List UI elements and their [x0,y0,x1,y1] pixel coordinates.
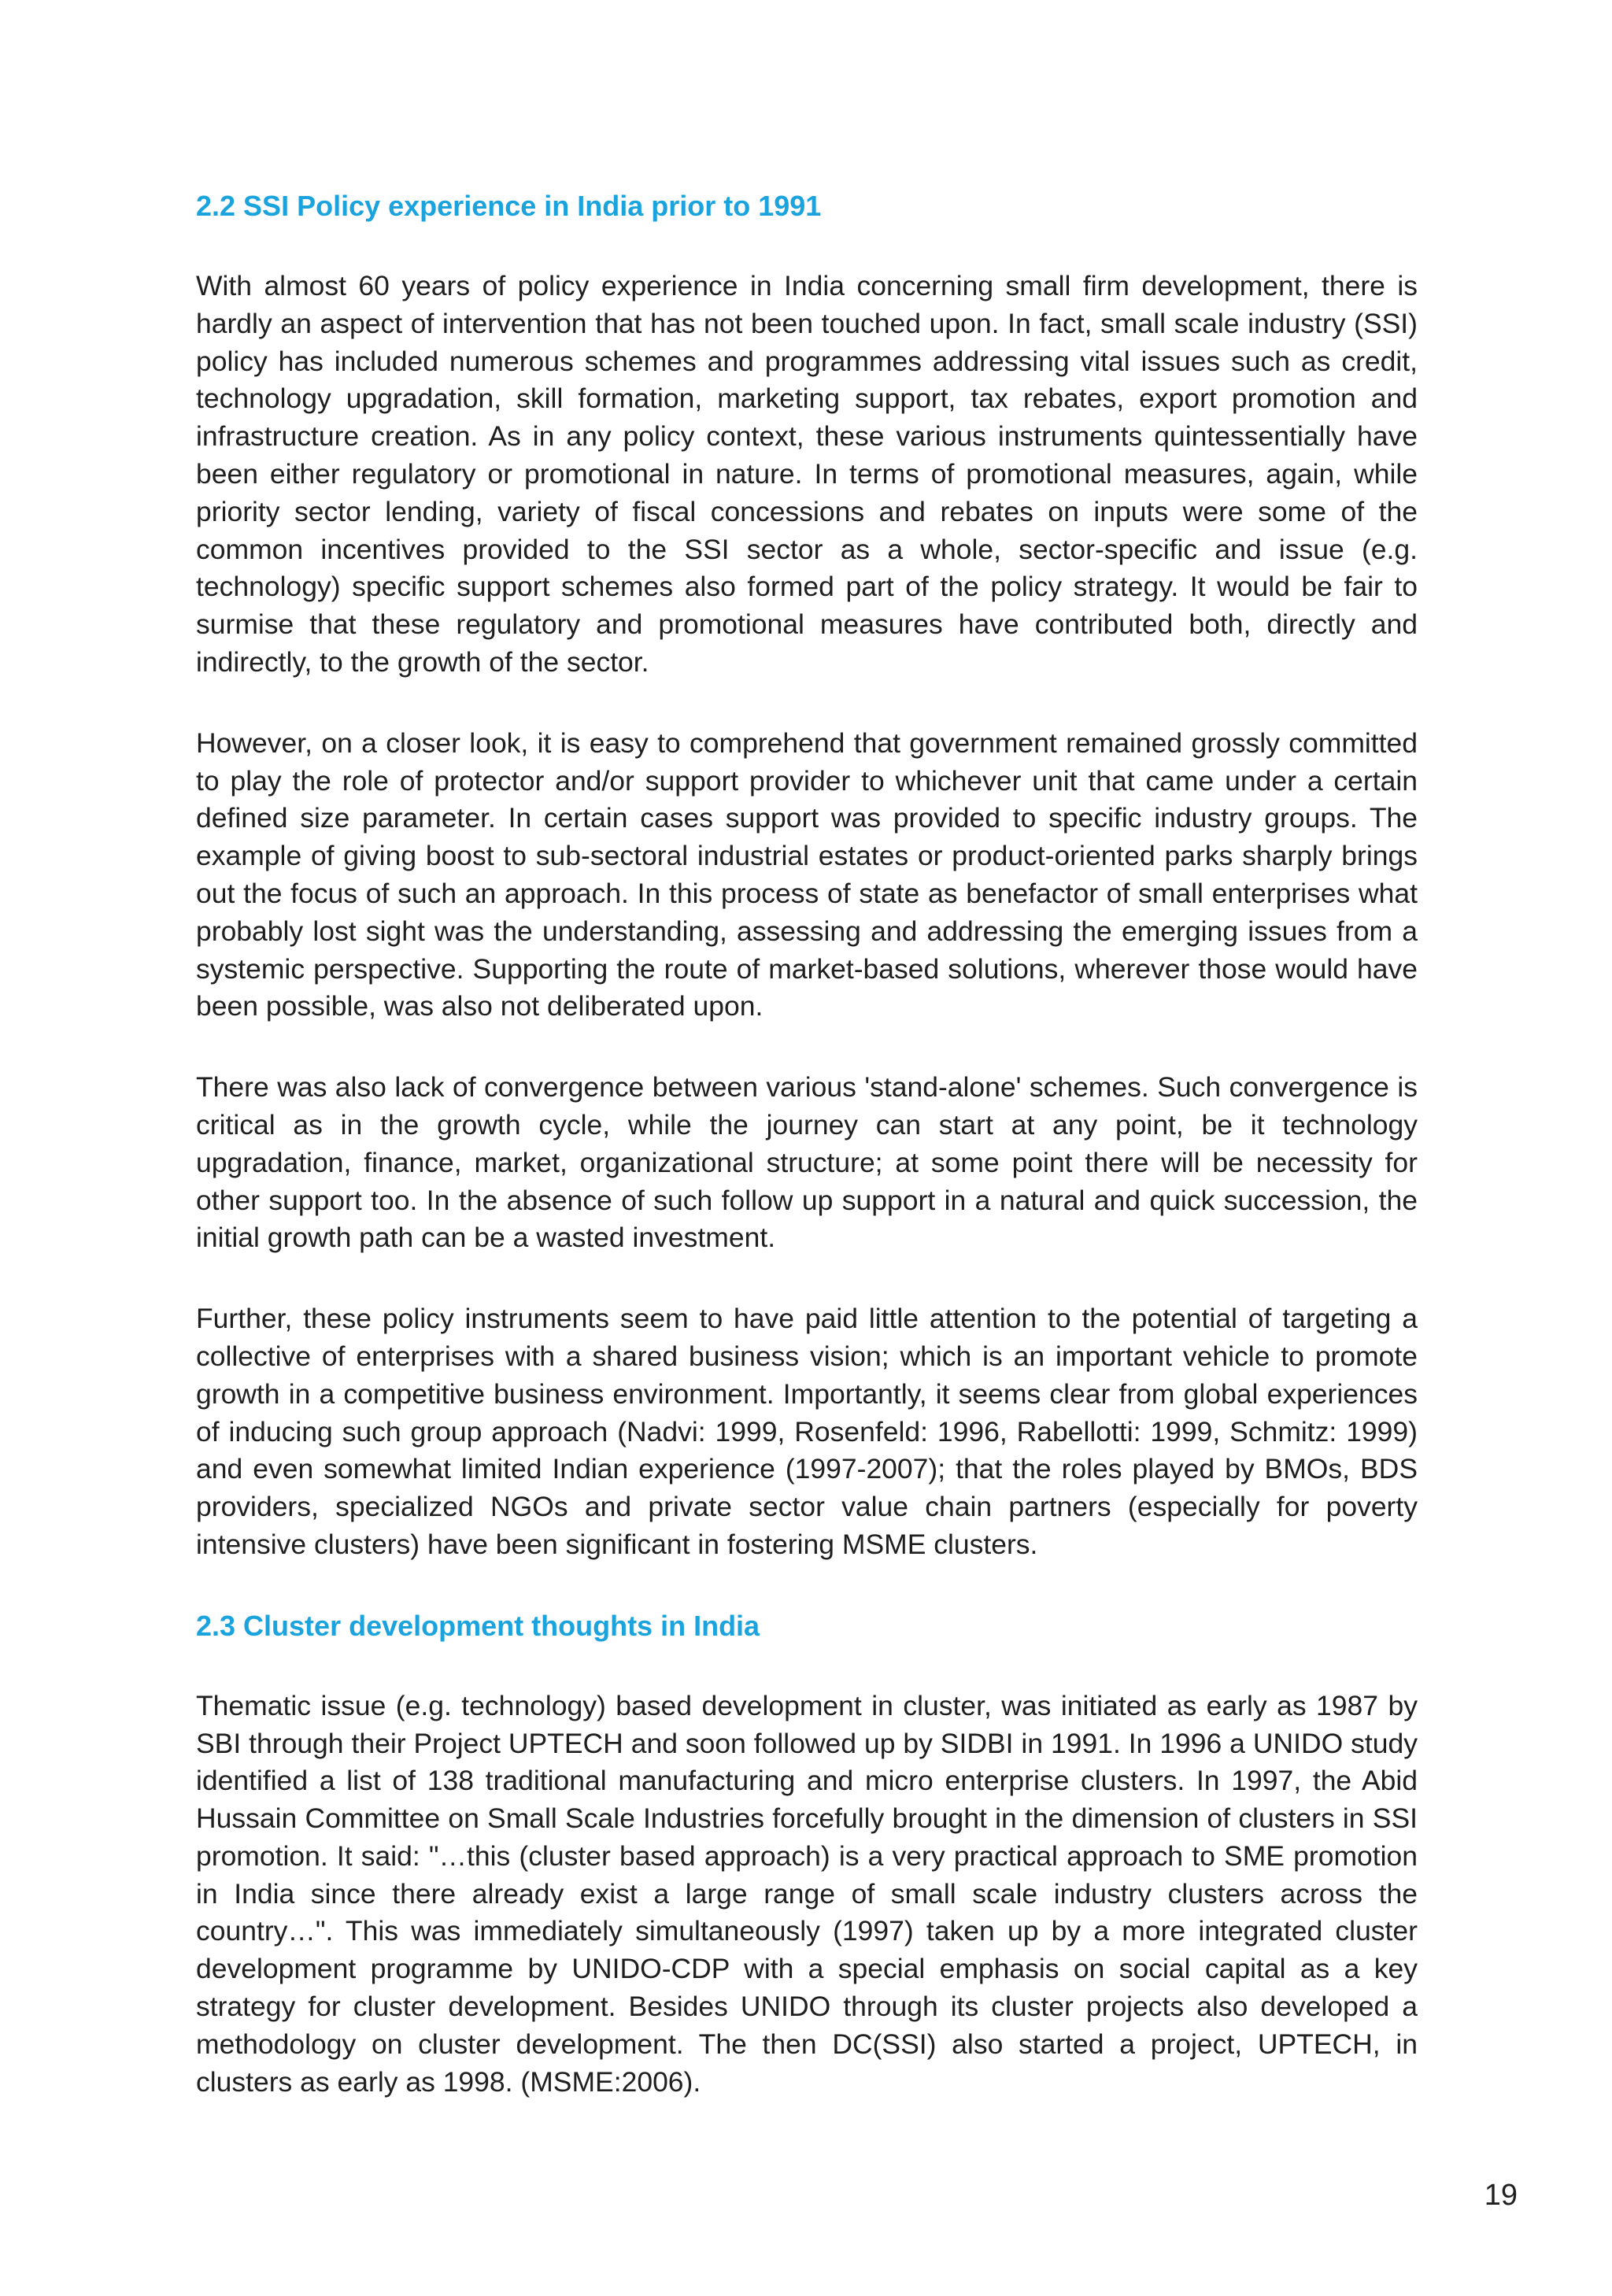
section-heading-2-3: 2.3 Cluster development thoughts in India [196,1609,760,1642]
paragraph-lack-of-convergence: There was also lack of convergence between various 'stand-alone' schemes. Such convergence is critical as in the growth cycle, while the journey can start at any point, be it technology upgradation, finance, market, organizational structure; at some point there will be necessity for other support too. In the absence of such follow up support in a natural and quick succession, the initial growth path can be a wasted investment. [196,1071,1418,1254]
paragraph-ssi-policy-overview: With almost 60 years of policy experience in India concerning small firm development, there is hardly an aspect of intervention that has not been touched upon. In fact, small scale industry (SSI) policy has included numerous schemes and programmes addressing vital issues such as credit, technology upgradation, skill formation, marketing support, tax rebates, export promotion and infrastructure creation. As in any policy context, these various instruments quintessentially have been either regulatory or promotional in nature. In terms of promotional measures, again, while priority sector lending, variety of fiscal concessions and rebates on inputs were some of the common incentives provided to the SSI sector as a whole, sector-specific and issue (e.g. technology) specific support schemes also formed part of the policy strategy. It would be fair to surmise that these regulatory and promotional measures have contributed both, directly and indirectly, to the growth of the sector. [196,270,1418,678]
paragraph-collective-targeting: Further, these policy instruments seem to have paid little attention to the potential of targeting a collective of enterprises with a shared business vision; which is an important vehicle to promote growth in a competitive business environment. Importantly, it seems clear from global experiences of inducing such group approach (Nadvi: 1999, Rosenfeld: 1996, Rabellotti: 1999, Schmitz: 1999) and even somewhat limited Indian experience (1997-2007); that the roles played by BMOs, BDS providers, specialized NGOs and private sector value chain partners (especially for poverty intensive clusters) have been significant in fostering MSME clusters. [196,1303,1418,1560]
paragraph-cluster-development: Thematic issue (e.g. technology) based development in cluster, was initiated as early as 1987 by SBI through their Project UPTECH and soon followed up by SIDBI in 1991. In 1996 a UNIDO study identified a list of 138 traditional manufacturing and micro enterprise clusters. In 1997, the Abid Hussain Committee on Small Scale Industries forcefully brought in the dimension of clusters in SSI promotion. It said: "…this (cluster based approach) is a very practical approach to SME promotion in India since there already exist a large range of small scale industry clusters across the country…". This was immediately simultaneously (1997) taken up by a more integrated cluster development programme by UNIDO-CDP with a special emphasis on social capital as a key strategy for cluster development. Besides UNIDO through its cluster projects also developed a methodology on cluster development. The then DC(SSI) also started a project, UPTECH, in clusters as early as 1998. (MSME:2006). [196,1689,1418,2098]
page-number: 19 [1484,2179,1518,2212]
document-body [196,187,1418,2101]
section-heading-2-2: 2.2 SSI Policy experience in India prior to 1991 [196,190,822,222]
paragraph-government-role: However, on a closer look, it is easy to comprehend that government remained grossly committed to play the role of protector and/or support provider to whichever unit that came under a certain defined size parameter. In certain cases support was provided to specific industry groups. The example of giving boost to sub-sectoral industrial estates or product-oriented parks sharply brings out the focus of such an approach. In this process of state as benefactor of small enterprises what probably lost sight was the understanding, assessing and addressing the emerging issues from a systemic perspective. Supporting the route of market-based solutions, wherever those would have been possible, was also not deliberated upon. [196,727,1418,1022]
